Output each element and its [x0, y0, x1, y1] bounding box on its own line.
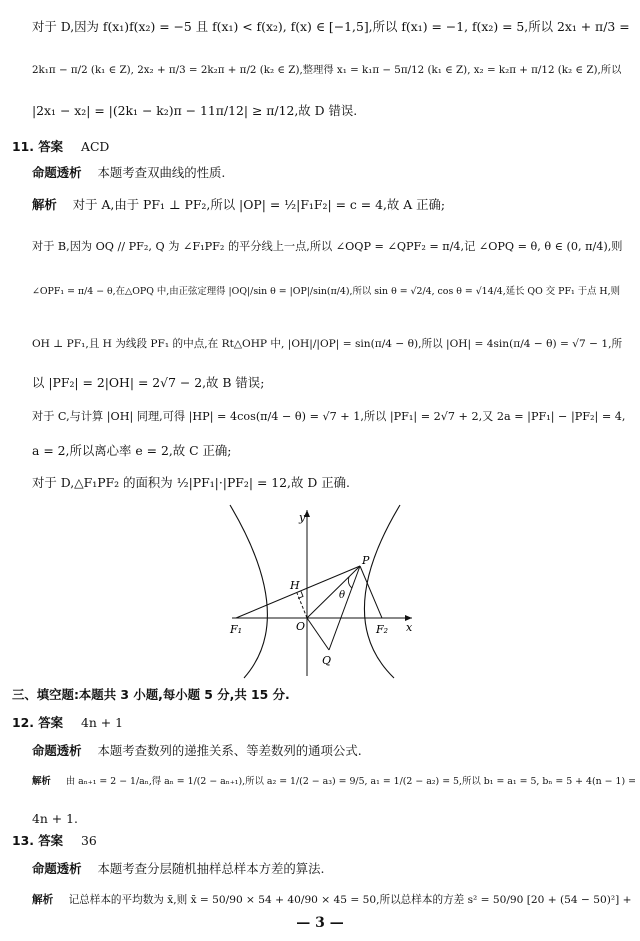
hyperbola-figure — [222, 500, 422, 680]
subheading-line — [32, 894, 631, 907]
label-p: P — [362, 554, 370, 567]
hyperbola-right-branch — [364, 505, 400, 678]
text-line: OH ⊥ PF₁,且 H 为线段 PF₁ 的中点,在 Rt△OHP 中, |OH|/|OP| = sin(π/4 − θ),所以 |OH| = 4sin(π/4 − θ) = √7 − 1,所 — [32, 338, 623, 350]
label-h: H — [290, 579, 300, 592]
answer-line — [12, 716, 123, 731]
label-f1: F₁ — [230, 623, 243, 636]
segment-p-f2 — [360, 566, 382, 618]
subheading-text: 本题考查双曲线的性质. — [97, 165, 226, 180]
text-line: 对于 D,△F₁PF₂ 的面积为 ½|PF₁|·|PF₂| = 12,故 D 正确. — [32, 475, 350, 490]
text-line: 以 |PF₂| = 2|OH| = 2√7 − 2,故 B 错误; — [32, 375, 265, 390]
text-line: 2k₁π − π/2 (k₁ ∈ Z), 2x₂ + π/3 = 2k₂π + π/2 (k₂ ∈ Z),整理得 x₁ = k₁π − 5π/12 (k₁ ∈ Z), x₂ = k₂π + π/12 (k₂ ∈ Z),所以 — [32, 64, 622, 76]
text-line: 对于 D,因为 f(x₁)f(x₂) = −5 且 f(x₁) < f(x₂), f(x) ∈ [−1,5],所以 f(x₁) = −1, f(x₂) = 5,所以 2x₁ + π/3 = — [32, 19, 630, 34]
text-line: ∠OPF₁ = π/4 − θ,在△OPQ 中,由正弦定理得 |OQ|/sin θ = |OP|/sin(π/4),所以 sin θ = √2/4, cos θ = √14/4,延长 QO 交 PF₁ 于点 H,则 — [32, 286, 620, 297]
subheading-line — [32, 744, 362, 759]
segment-o-q — [307, 618, 329, 650]
subheading-line — [32, 198, 445, 213]
label-f2: F₂ — [376, 623, 389, 636]
text-line: |2x₁ − x₂| = |(2k₁ − k₂)π − 11π/12| ≥ π/12,故 D 错误. — [32, 103, 358, 118]
label-y: y — [299, 511, 306, 524]
section-heading: 三、填空题:本题共 3 小题,每小题 5 分,共 15 分. — [12, 687, 290, 702]
label-x: x — [406, 621, 413, 634]
subheading-label: 命题透析 — [32, 861, 82, 876]
answer-value: 4n + 1 — [81, 715, 124, 730]
segment-o-p — [307, 566, 360, 618]
segment-p-q — [329, 566, 360, 650]
subheading-line — [32, 862, 325, 877]
subheading-label: 命题透析 — [32, 165, 82, 180]
answer-label: 11. 答案 — [12, 139, 64, 154]
text-line: 对于 B,因为 OQ // PF₂, Q 为 ∠F₁PF₂ 的平分线上一点,所以 ∠OQP = ∠QPF₂ = π/4,记 ∠OPQ = θ, θ ∈ (0, π/4),则 — [32, 240, 623, 253]
page-number: — 3 — — [296, 915, 344, 931]
label-theta: θ — [339, 590, 346, 601]
subheading-label: 解析 — [32, 197, 57, 212]
subheading-text: 本题考查分层随机抽样总样本方差的算法. — [97, 861, 325, 876]
answer-label: 12. 答案 — [12, 715, 64, 730]
answer-line — [12, 834, 97, 849]
subheading-text: 本题考查数列的递推关系、等差数列的通项公式. — [97, 743, 362, 758]
subheading-label: 解析 — [32, 776, 51, 787]
text-line: 4n + 1. — [32, 811, 78, 826]
subheading-text: 由 aₙ₊₁ = 2 − 1/aₙ,得 aₙ = 1/(2 − aₙ₊₁),所以 a₂ = 1/(2 − a₃) = 9/5, a₁ = 1/(2 − a₂) = 5,所以 b₁ = a₁ = 5, bₙ = 5 + 4(n − 1) = — [65, 776, 636, 787]
subheading-label: 命题透析 — [32, 743, 82, 758]
answer-value: 36 — [81, 833, 97, 848]
subheading-text: 对于 A,由于 PF₁ ⊥ PF₂,所以 |OP| = ½|F₁F₂| = c = 4,故 A 正确; — [72, 197, 446, 212]
text-line: 对于 C,与计算 |OH| 同理,可得 |HP| = 4cos(π/4 − θ) = √7 + 1,所以 |PF₁| = 2√7 + 2,又 2a = |PF₁| − |PF₂| = 4, — [32, 410, 626, 423]
subheading-label: 解析 — [32, 894, 54, 906]
answer-label: 13. 答案 — [12, 833, 64, 848]
answer-value: ACD — [81, 139, 110, 154]
label-o: O — [296, 620, 306, 633]
theta-arc — [348, 577, 352, 588]
subheading-line — [32, 166, 225, 181]
label-q: Q — [322, 654, 332, 667]
text-line: a = 2,所以离心率 e = 2,故 C 正确; — [32, 443, 232, 458]
subheading-text: 记总样本的平均数为 x̄,则 x̄ = 50/90 × 54 + 40/90 × 45 = 50,所以总样本的方差 s² = 50/90 [20 + (54 − 50)²] + — [68, 894, 632, 906]
answer-line — [12, 140, 109, 155]
subheading-line — [32, 776, 636, 787]
hyperbola-left-branch — [230, 505, 267, 678]
